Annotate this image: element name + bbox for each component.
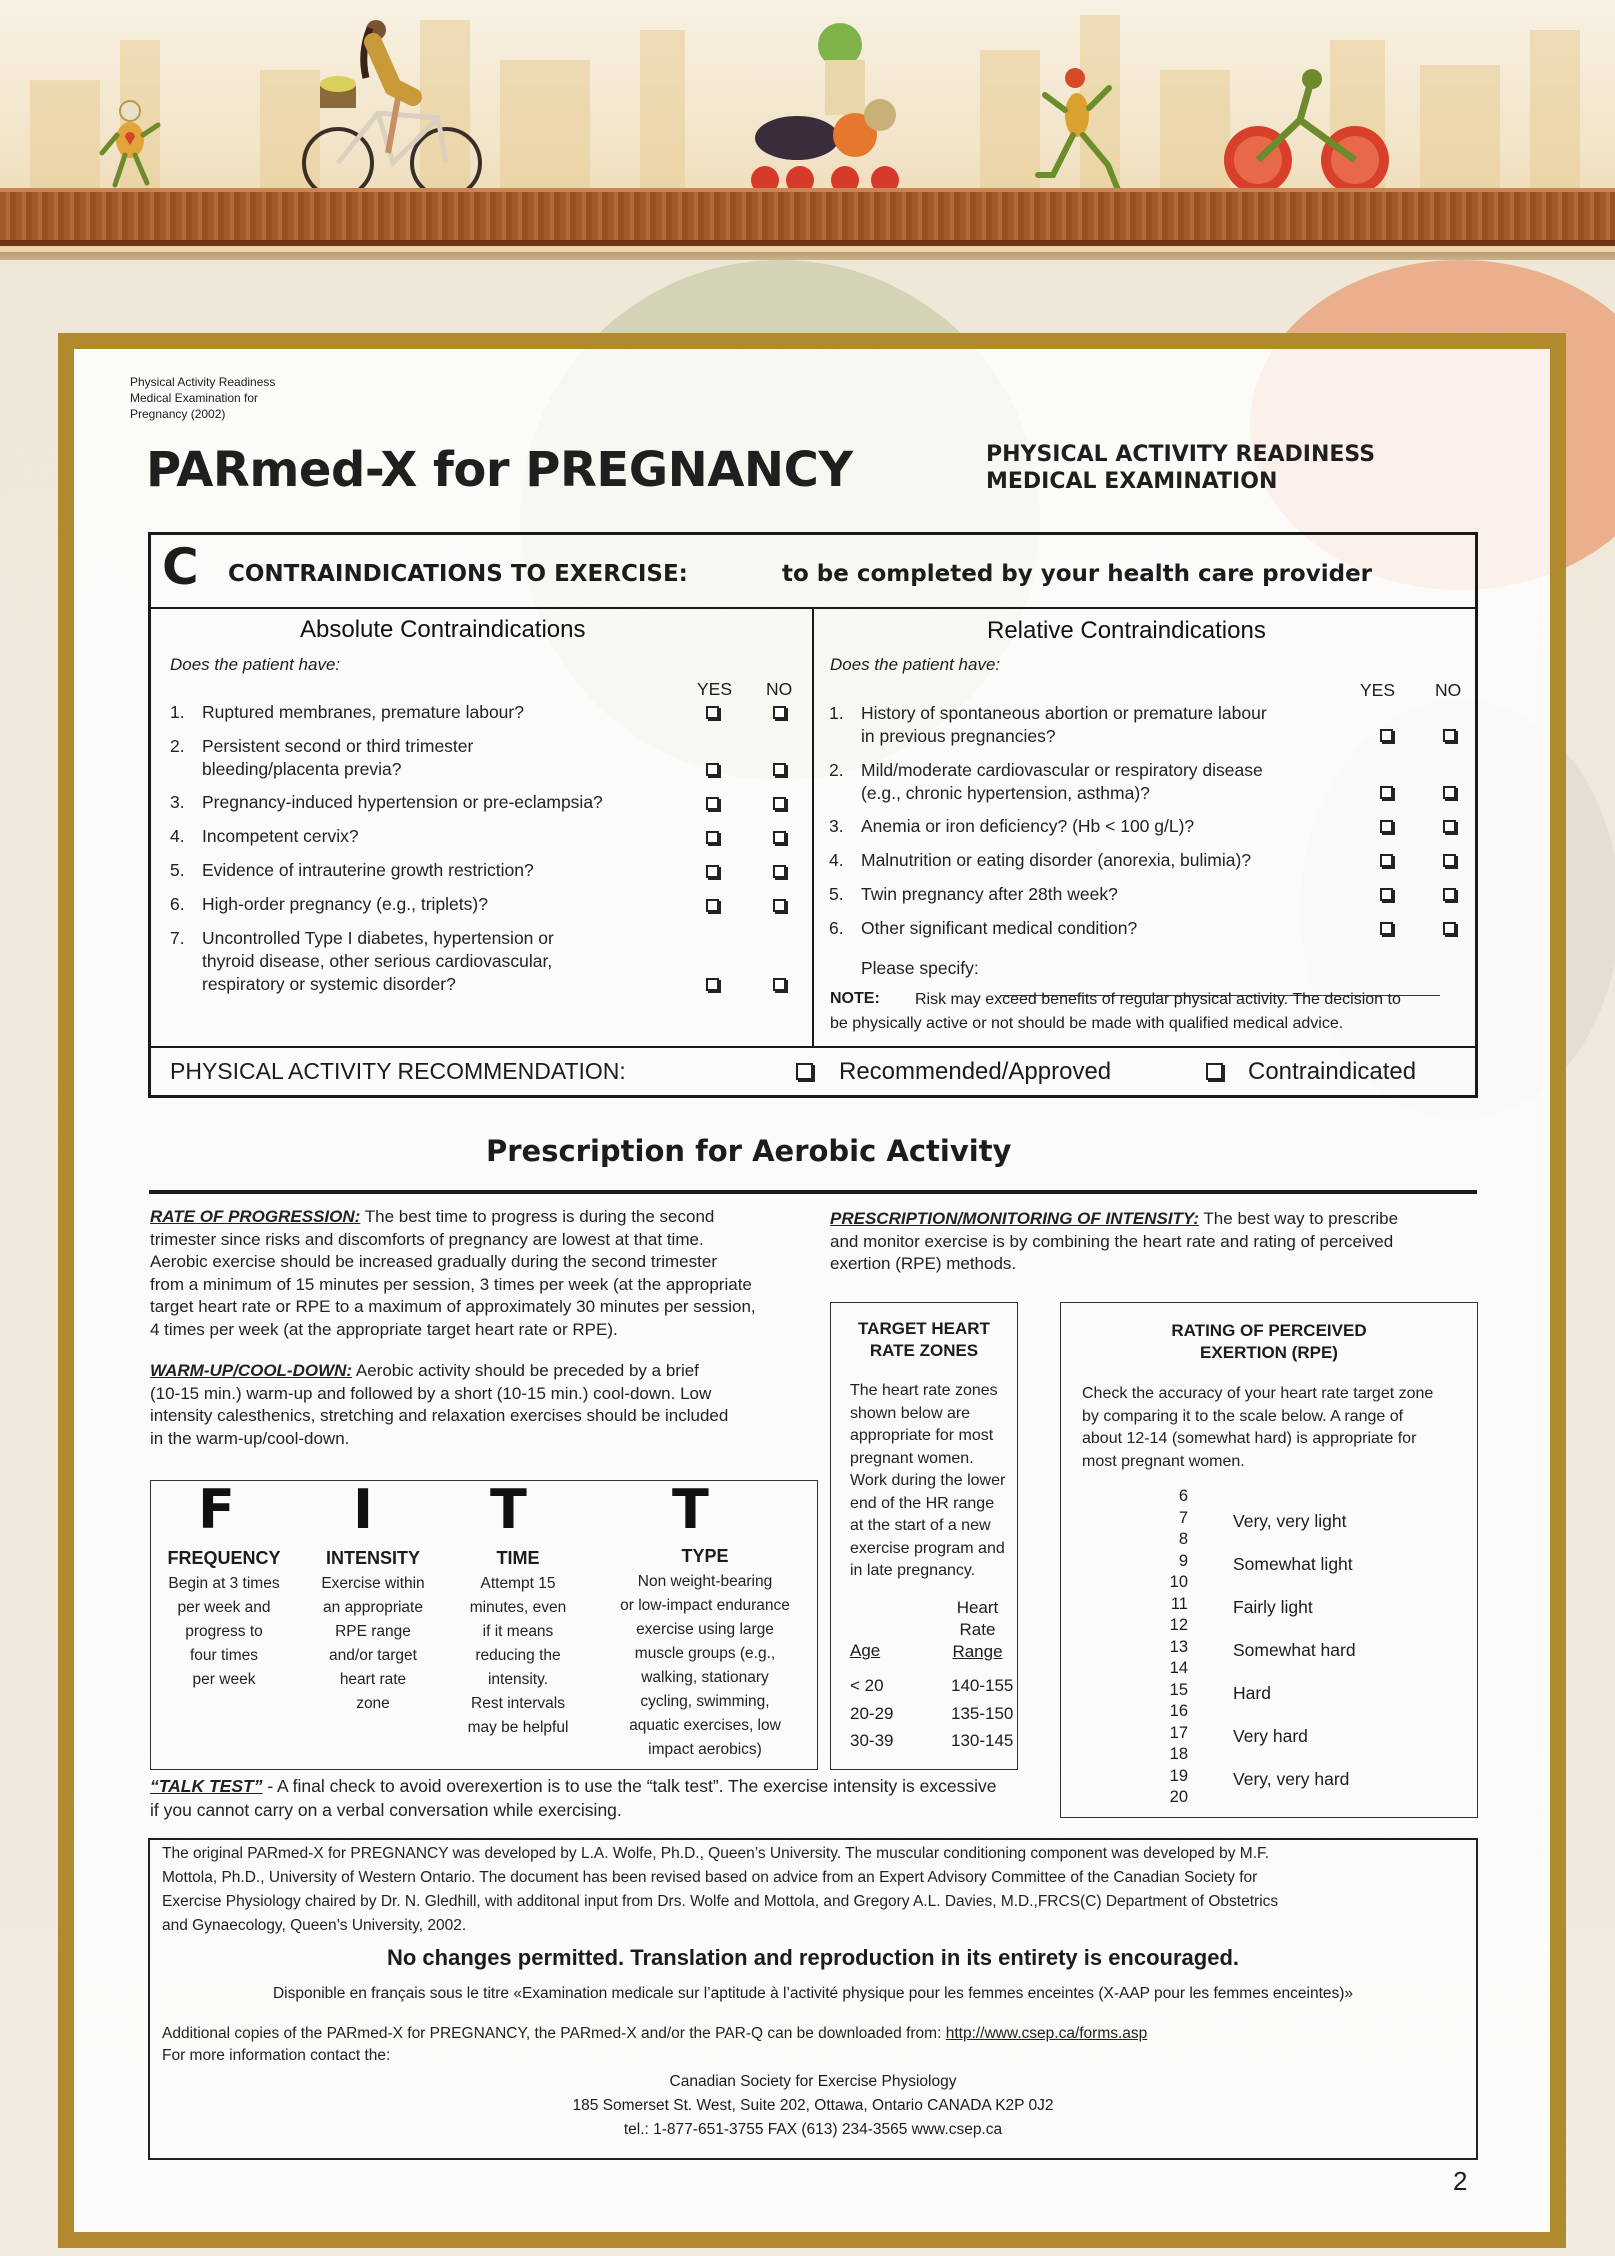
hr-row-range: 140-155 (951, 1676, 1014, 1695)
org-street: 185 Somerset St. West, Suite 202, Ottawa, Ontario CANADA K2P 0J2 (572, 2097, 1054, 2114)
item-text: (e.g., chronic hypertension, asthma)? (861, 783, 1150, 803)
no-checkbox[interactable] (773, 865, 786, 878)
rpe-scale-value: 6 (1178, 1487, 1188, 1505)
contraindicated-checkbox[interactable] (1206, 1063, 1223, 1080)
fitt-line: reducing the (475, 1647, 561, 1664)
rpe-scale-value: 7 (1178, 1508, 1188, 1527)
no-checkbox[interactable] (773, 706, 786, 719)
contact-label: For more information contact the: (162, 2047, 391, 2064)
rate-label: RATE OF PROGRESSION: (150, 1207, 361, 1226)
hr-text-line: The heart rate zones (850, 1382, 998, 1399)
item-number: 2. (170, 736, 185, 756)
item-text: Persistent second or third trimester (202, 736, 474, 756)
item-text: Uncontrolled Type I diabetes, hypertension or (202, 928, 554, 948)
rpe-scale-value: 9 (1178, 1551, 1188, 1570)
hr-row-range: 130-145 (951, 1731, 1014, 1750)
yes-checkbox[interactable] (1380, 786, 1393, 799)
page-title: PARmed-X for PREGNANCY (146, 442, 853, 498)
recommended-checkbox[interactable] (796, 1063, 813, 1080)
section-heading: CONTRAINDICATIONS TO EXERCISE: (228, 561, 688, 587)
yes-checkbox[interactable] (706, 899, 719, 912)
item-text: Other significant medical condition? (861, 918, 1138, 938)
item-number: 3. (829, 816, 844, 836)
yes-checkbox[interactable] (706, 865, 719, 878)
header-banner (0, 0, 1615, 260)
talk-test-text: if you cannot carry on a verbal conversation while exercising. (150, 1800, 622, 1820)
wooden-shelf (0, 188, 1615, 246)
rpe-title-line: RATING OF PERCEIVED (1171, 1321, 1367, 1340)
fitt-letter: F (198, 1478, 235, 1541)
warmup-text: Aerobic activity should be preceded by a brief (355, 1361, 699, 1380)
item-number: 7. (170, 928, 185, 948)
rpe-scale-value: 8 (1178, 1530, 1188, 1548)
download-link[interactable]: http://www.csep.ca/forms.asp (945, 2025, 1148, 2042)
rpe-scale-value: 15 (1169, 1680, 1188, 1699)
rpe-scale-label: Somewhat hard (1233, 1639, 1356, 1660)
relative-prompt: Does the patient have: (830, 655, 1001, 674)
rpe-scale-value: 17 (1169, 1723, 1188, 1742)
recommended-option: Recommended/Approved (839, 1058, 1112, 1085)
rpe-text (1082, 1383, 1466, 1473)
no-checkbox[interactable] (1443, 729, 1456, 742)
recommendation-label: PHYSICAL ACTIVITY RECOMMENDATION: (170, 1058, 626, 1084)
yes-checkbox[interactable] (706, 763, 719, 776)
rate-text: The best time to progress is during the second (364, 1207, 715, 1226)
item-number: 5. (829, 884, 844, 904)
rate-text: Aerobic exercise should be increased gradually during the second trimester (150, 1252, 717, 1271)
fitt-line: per week and (177, 1599, 271, 1616)
item-text: High-order pregnancy (e.g., triplets)? (202, 894, 488, 914)
org-address (148, 2070, 1478, 2142)
hr-text-line: exercise program and (850, 1539, 1005, 1557)
page-number: 2 (1453, 2166, 1468, 2196)
intensity-text: exertion (RPE) methods. (830, 1254, 1017, 1273)
item-number: 3. (170, 792, 185, 812)
no-checkbox[interactable] (1443, 888, 1456, 901)
prescription-title: Prescription for Aerobic Activity (486, 1134, 1012, 1168)
rpe-scale-label: Very, very hard (1233, 1768, 1350, 1789)
fitt-line: muscle groups (e.g., (634, 1645, 776, 1662)
item-text: Incompetent cervix? (202, 826, 359, 846)
hr-row-age: 20-29 (850, 1704, 894, 1723)
fitt-line: and/or target (329, 1647, 417, 1664)
french-notice: Disponible en français sous le titre «Examination medicale sur l’aptitude à l’activité physique pour les femmes enceintes (X-AAP pour les femmes enceintes)» (272, 1985, 1354, 2002)
rpe-title-line: EXERTION (RPE) (1200, 1343, 1338, 1362)
rpe-scale-value: 14 (1169, 1659, 1188, 1677)
doc-meta-line: Physical Activity Readiness (130, 375, 276, 389)
rpe-scale-value: 13 (1169, 1637, 1188, 1656)
talk-test-text: - A final check to avoid overexertion is to use the “talk test”. The exercise intensity is excessive (262, 1776, 997, 1796)
rpe-scale-value: 11 (1170, 1594, 1188, 1613)
page-subtitle (986, 441, 1375, 495)
item-text: respiratory or systemic disorder? (202, 974, 456, 994)
rpe-title (1062, 1320, 1476, 1364)
yes-checkbox[interactable] (1380, 729, 1393, 742)
rpe-scale-value: 19 (1169, 1766, 1188, 1785)
talk-test (150, 1774, 1060, 1822)
hr-row-age: 30-39 (850, 1731, 894, 1750)
fitt-line: cycling, swimming, (640, 1693, 770, 1710)
yes-checkbox[interactable] (1380, 854, 1393, 867)
fitt-line: Rest intervals (471, 1695, 565, 1712)
yes-header: YES (1360, 680, 1396, 700)
fitt-line: impact aerobics) (648, 1741, 762, 1758)
credits-paragraph (162, 1842, 1472, 1938)
fitt-heading: FREQUENCY (167, 1548, 281, 1568)
intensity-text: The best way to prescribe (1203, 1209, 1399, 1228)
yes-checkbox[interactable] (1380, 888, 1393, 901)
rpe-scale-value: 16 (1169, 1702, 1188, 1720)
specify-label: Please specify: (861, 958, 979, 978)
contraindicated-option: Contraindicated (1248, 1058, 1417, 1085)
hr-text-line: appropriate for most (850, 1427, 994, 1444)
fitt-line: Attempt 15 (480, 1575, 556, 1592)
item-number: 6. (829, 918, 844, 938)
hr-col-line: Range (952, 1642, 1003, 1661)
hr-text-line: Work during the lower (850, 1472, 1006, 1489)
item-text: Malnutrition or eating disorder (anorexia, bulimia)? (861, 850, 1252, 870)
fitt-frequency-text (152, 1572, 296, 1692)
fitt-letter: T (490, 1478, 527, 1541)
rate-of-progression (150, 1206, 795, 1341)
rpe-text-line: by comparing it to the scale below. A range of (1082, 1407, 1404, 1425)
vegetable-figure-icon (95, 95, 165, 190)
rpe-scale-value: 18 (1169, 1745, 1188, 1763)
warmup-text: intensity calesthenics, stretching and relaxation exercises should be included (150, 1406, 729, 1425)
fitt-line: four times (189, 1647, 259, 1664)
item-number: 1. (170, 702, 185, 722)
hr-zones-text (850, 1380, 1030, 1583)
hr-text-line: in late pregnancy. (850, 1562, 976, 1579)
hr-col-line: Heart (956, 1598, 999, 1617)
rpe-text-line: about 12-14 (somewhat hard) is appropriate for (1082, 1430, 1417, 1447)
cyclist-illustration (298, 18, 488, 203)
fitt-heading: TYPE (681, 1546, 729, 1566)
org-phone: tel.: 1-877-651-3755 FAX (613) 234-3565 www.csep.ca (623, 2121, 1003, 2138)
item-text: Evidence of intrauterine growth restriction? (202, 860, 534, 880)
item-text: Ruptured membranes, premature labour? (202, 702, 524, 722)
fitt-line: exercise using large (636, 1621, 774, 1638)
item-text: Anemia or iron deficiency? (Hb < 100 g/L)? (861, 816, 1195, 836)
rpe-scale-label: Very, very light (1233, 1510, 1347, 1531)
intensity-text: and monitor exercise is by combining the heart rate and rating of perceived (830, 1231, 1394, 1251)
copies-text: Additional copies of the PARmed-X for PREGNANCY, the PARmed-X and/or the PAR-Q can be downloaded from: (162, 2025, 942, 2042)
yes-header: YES (697, 679, 733, 699)
fitt-line: an appropriate (323, 1599, 423, 1616)
fitt-line: walking, stationary (641, 1669, 769, 1686)
item-number: 4. (829, 850, 844, 870)
credits-line: and Gynaecology, Queen’s University, 2002. (162, 1917, 467, 1934)
warmup-label: WARM-UP/COOL-DOWN: (150, 1361, 353, 1380)
hr-title-line: TARGET HEART (858, 1319, 990, 1338)
section-letter: C (162, 538, 199, 596)
fitt-type-text (600, 1570, 810, 1762)
rate-text: trimester since risks and discomforts of pregnancy are lowest at that time. (150, 1229, 704, 1249)
subtitle-line: PHYSICAL ACTIVITY READINESS (986, 442, 1376, 467)
note-text: Risk may exceed benefits of regular physical activity. The decision to (915, 991, 1401, 1008)
credits-line: Exercise Physiology chaired by Dr. N. Gledhill, with additonal input from Drs. Wolfe and Mottola, and Gregory A.L. Davies, M.D.,FRCS(C) Department of Obstetrics (162, 1893, 1279, 1910)
no-changes-notice: No changes permitted. Translation and reproduction in its entirety is encouraged. (386, 1945, 1240, 1970)
yes-checkbox[interactable] (706, 978, 719, 991)
prescription-rule (149, 1190, 1477, 1194)
section-heading-tail: to be completed by your health care provider (782, 561, 1373, 587)
fitt-line: intensity. (487, 1671, 549, 1688)
absolute-prompt: Does the patient have: (170, 655, 341, 674)
rpe-text-line: Check the accuracy of your heart rate target zone (1082, 1385, 1434, 1402)
no-header: NO (1435, 680, 1462, 700)
rpe-text-line: most pregnant women. (1082, 1452, 1245, 1470)
running-vegetable-icon (1035, 60, 1125, 195)
warmup-text: in the warm-up/cool-down. (150, 1428, 350, 1448)
fitt-intensity-text (303, 1572, 443, 1716)
rate-text: 4 times per week (at the appropriate target heart rate or RPE). (150, 1319, 618, 1339)
hr-zones-title (832, 1318, 1016, 1362)
intensity-monitoring (830, 1208, 1478, 1276)
vegetable-stack-illustration (745, 20, 915, 195)
fitt-line: or low-impact endurance (620, 1597, 790, 1614)
credits-line: The original PARmed-X for PREGNANCY was developed by L.A. Wolfe, Ph.D., Queen’s University. The muscular conditioning component was developed by M.F. (162, 1845, 1270, 1862)
rpe-scale-label: Very hard (1233, 1725, 1308, 1746)
no-checkbox[interactable] (1443, 922, 1456, 935)
fitt-line: may be helpful (467, 1719, 569, 1736)
fitt-heading: TIME (496, 1548, 540, 1568)
hr-title-line: RATE ZONES (869, 1341, 979, 1360)
fitt-line: progress to (185, 1623, 263, 1640)
rpe-scale-label: Somewhat light (1233, 1553, 1353, 1574)
absolute-title: Absolute Contraindications (300, 616, 586, 643)
org-name: Canadian Society for Exercise Physiology (669, 2073, 957, 2090)
talk-test-label: “TALK TEST” (150, 1776, 263, 1796)
rpe-scale-value: 10 (1169, 1573, 1188, 1591)
doc-meta-line: Pregnancy (2002) (130, 407, 226, 421)
hr-row-range: 135-150 (951, 1704, 1014, 1723)
hr-text-line: end of the HR range (850, 1494, 995, 1512)
no-checkbox[interactable] (1443, 854, 1456, 867)
warmup-text: (10-15 min.) warm-up and followed by a short (10-15 min.) cool-down. Low (150, 1383, 712, 1403)
rpe-scale-value: 12 (1169, 1616, 1188, 1634)
yes-checkbox[interactable] (1380, 820, 1393, 833)
divider (812, 607, 814, 1047)
fitt-line: per week (192, 1671, 256, 1688)
item-text: Pregnancy-induced hypertension or pre-eclampsia? (202, 792, 603, 812)
item-text: History of spontaneous abortion or premature labour (861, 703, 1267, 723)
no-checkbox[interactable] (773, 831, 786, 844)
fitt-line: Begin at 3 times (168, 1575, 280, 1592)
yes-checkbox[interactable] (706, 831, 719, 844)
hr-text-line: shown below are (850, 1404, 971, 1422)
hr-row-age: < 20 (850, 1676, 884, 1695)
yes-checkbox[interactable] (706, 706, 719, 719)
subtitle-line: MEDICAL EXAMINATION (986, 469, 1278, 494)
intensity-label: PRESCRIPTION/MONITORING OF INTENSITY: (830, 1209, 1199, 1228)
hr-col-header (940, 1597, 1015, 1663)
rpe-scale-label: Fairly light (1233, 1596, 1313, 1617)
no-checkbox[interactable] (773, 763, 786, 776)
no-checkbox[interactable] (1443, 820, 1456, 833)
item-text: in previous pregnancies? (861, 726, 1056, 746)
rpe-scale-label: Hard (1233, 1682, 1271, 1703)
note-label: NOTE: (830, 990, 880, 1007)
fitt-line: aquatic exercises, low (629, 1717, 781, 1734)
item-text: bleeding/placenta previa? (202, 759, 402, 779)
yes-checkbox[interactable] (706, 797, 719, 810)
item-number: 1. (829, 703, 844, 723)
fitt-time-text (448, 1572, 588, 1740)
hr-text-line: pregnant women. (850, 1449, 974, 1467)
fitt-line: zone (356, 1695, 390, 1712)
no-checkbox[interactable] (773, 899, 786, 912)
item-text: Mild/moderate cardiovascular or respiratory disease (861, 760, 1263, 780)
item-number: 5. (170, 860, 185, 880)
no-checkbox[interactable] (773, 978, 786, 991)
rate-text: target heart rate or RPE to a maximum of approximately 30 minutes per session, (150, 1297, 756, 1316)
item-number: 2. (829, 760, 844, 780)
fitt-heading: INTENSITY (325, 1548, 420, 1568)
fitt-line: minutes, even (469, 1599, 567, 1616)
item-number: 4. (170, 826, 185, 846)
tomato-bicycle-illustration (1220, 65, 1395, 200)
hr-text-line: at the start of a new (850, 1517, 991, 1534)
item-text: thyroid disease, other serious cardiovascular, (202, 951, 553, 971)
fitt-line: if it means (482, 1623, 554, 1640)
yes-checkbox[interactable] (1380, 922, 1393, 935)
no-checkbox[interactable] (1443, 786, 1456, 799)
rpe-scale-value: 20 (1169, 1788, 1188, 1806)
doc-meta-line: Medical Examination for (130, 391, 259, 405)
no-header: NO (766, 679, 793, 699)
hr-col-line: Rate (959, 1620, 996, 1639)
no-checkbox[interactable] (773, 797, 786, 810)
rate-text: from a minimum of 15 minutes per session, 3 times per week (at the appropriate (150, 1274, 752, 1294)
fitt-letter: T (672, 1478, 709, 1541)
note-text: be physically active or not should be made with qualified medical advice. (830, 1015, 1344, 1032)
fitt-line: heart rate (339, 1671, 407, 1688)
item-text: Twin pregnancy after 28th week? (861, 884, 1118, 904)
hr-col-age: Age (850, 1641, 881, 1660)
divider (149, 1046, 1477, 1048)
copies-line (162, 2022, 1147, 2046)
relative-title: Relative Contraindications (987, 617, 1266, 644)
fitt-line: Non weight-bearing (637, 1573, 773, 1590)
item-number: 6. (170, 894, 185, 914)
fitt-line: Exercise within (321, 1575, 425, 1592)
fitt-line: RPE range (335, 1623, 411, 1640)
fitt-letter: I (353, 1478, 374, 1541)
doc-meta (130, 374, 275, 422)
credits-line: Mottola, Ph.D., University of Western Ontario. The document has been revised based on advice from an Expert Advisory Committee of the Canadian Society for (162, 1869, 1258, 1886)
warm-up-cool-down (150, 1360, 795, 1450)
